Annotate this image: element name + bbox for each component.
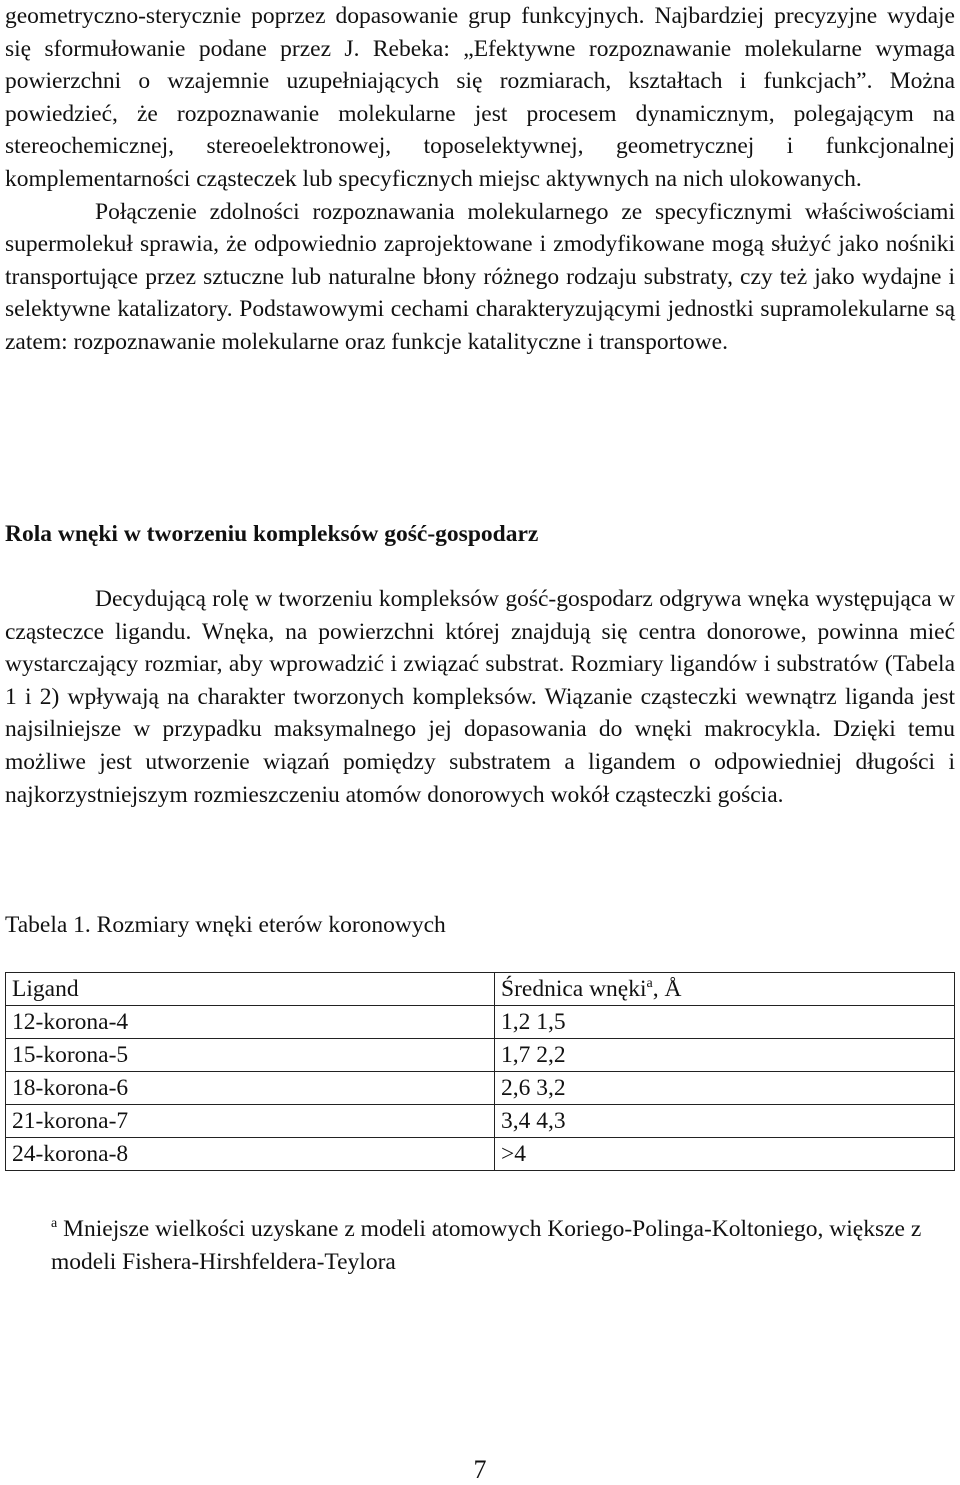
ligand-cell: 21-korona-7	[6, 1105, 495, 1138]
footnote-marker: a	[51, 1216, 58, 1231]
ligand-cell: 15-korona-5	[6, 1039, 495, 1072]
paragraph-cavity-role: Decydującą rolę w tworzeniu kompleksów gość-gospodarz odgrywa wnęka występująca w cząsteczce ligandu. Wnęka, na powierzchni której znajdują się centra donorowe, powinna mieć wystarczający rozmiar, aby wprowadzić i związać substrat. Rozmiary ligandów i substratów (Tabela 1 i 2) wpływają na charakter tworzonych kompleksów. Wiązanie cząsteczki wewnątrz liganda jest najsilniejsze w przypadku maksymalnego jej dopasowania do wnęki makrocykla. Dzięki temu możliwe jest utworzenie wiązań pomiędzy substratem a ligandem o odpowiedniej długości i najkorzystniejszym rozmieszczeniu atomów donorowych wokół cząsteczki gościa.	[5, 586, 955, 808]
paragraph-molecular-recognition: geometryczno-sterycznie poprzez dopasowanie grup funkcyjnych. Najbardziej precyzyjne wydaje się sformułowanie podane przez J. Rebeka: „Efektywne rozpoznawanie molekularne wymaga powierzchni o wzajemnie uzupełniających się rozmiarach, kształtach i funkcjach”. Można powiedzieć, że rozpoznawanie molekularne jest procesem dynamicznym, polegającym na stereochemicznej, stereoelektronowej, toposelektywnej, geometrycznej i funkcjonalnej komplementarności cząsteczek lub specyficznych miejsc aktywnych na nich ulokowanych.	[5, 3, 955, 192]
header-cavity-diameter	[495, 973, 955, 1006]
size-cell: 3,4 4,3	[495, 1105, 955, 1138]
paragraph-supramolecular-properties: Połączenie zdolności rozpoznawania molekularnego ze specyficznymi właściwościami supermolekuł sprawia, że odpowiednio zaprojektowane i zmodyfikowane mogą służyć jako nośniki transportujące przez sztuczne lub naturalne błony różnego rodzaju substraty, czy też jako wydajne i selektywne katalizatory. Podstawowymi cechami charakteryzującymi jednostki supramolekularne są zatem: rozpoznawanie molekularne oraz funkcje katalityczne i transportowe.	[5, 198, 955, 355]
size-cell: >4	[495, 1138, 955, 1171]
section-heading: Rola wnęki w tworzeniu kompleksów gość-gospodarz	[5, 521, 539, 547]
page-number: 7	[473, 1455, 487, 1484]
size-cell: 1,2 1,5	[495, 1006, 955, 1039]
header-cavity-label: Średnica wnęki	[501, 976, 647, 1002]
crown-ether-cavity-table	[5, 972, 955, 1171]
table-row	[6, 1039, 955, 1072]
table-row	[6, 1006, 955, 1039]
table-row	[6, 1072, 955, 1105]
header-footnote-marker: a	[646, 976, 653, 991]
table-header-row	[6, 973, 955, 1006]
ligand-cell: 18-korona-6	[6, 1072, 495, 1105]
table-footnote	[51, 1213, 931, 1278]
table-row	[6, 1105, 955, 1138]
table-row	[6, 1138, 955, 1171]
size-cell: 2,6 3,2	[495, 1072, 955, 1105]
size-cell: 1,7 2,2	[495, 1039, 955, 1072]
document-page	[5, 0, 955, 1484]
ligand-cell: 24-korona-8	[6, 1138, 495, 1171]
ligand-cell: 12-korona-4	[6, 1006, 495, 1039]
table-caption: Tabela 1. Rozmiary wnęki eterów koronowych	[5, 912, 446, 938]
footnote-text: Mniejsze wielkości uzyskane z modeli atomowych Koriego-Polinga-Koltoniego, większe z modeli Fishera-Hirshfeldera-Teylora	[51, 1216, 922, 1275]
header-unit: , Å	[652, 976, 682, 1002]
header-ligand: Ligand	[6, 973, 495, 1006]
